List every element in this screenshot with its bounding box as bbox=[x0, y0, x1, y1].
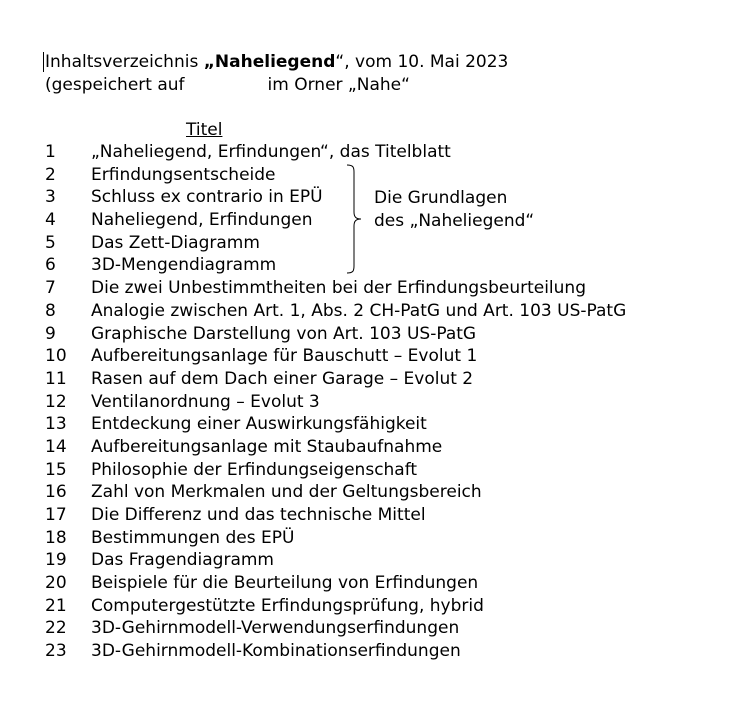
toc-number: 3 bbox=[45, 187, 56, 208]
toc-title: Bestimmungen des EPÜ bbox=[91, 527, 295, 548]
toc-title: Aufbereitungsanlage für Bauschutt – Evolut 1 bbox=[91, 346, 478, 367]
toc-row bbox=[45, 323, 626, 346]
toc-title: Philosophie der Erfindungseigenschaft bbox=[91, 459, 418, 480]
toc-row bbox=[45, 141, 626, 164]
toc-title: Rasen auf dem Dach einer Garage – Evolut 2 bbox=[91, 368, 474, 389]
toc-row bbox=[45, 164, 626, 187]
toc-title: „Naheliegend, Erfindungen“, das Titelblatt bbox=[91, 142, 451, 162]
header-folder: im Orner „Nahe“ bbox=[267, 75, 410, 95]
toc-title: Erfindungsentscheide bbox=[91, 164, 276, 185]
document-header bbox=[45, 51, 508, 97]
toc-title: 3D-Gehirnmodell-Verwendungserfindungen bbox=[91, 618, 460, 639]
toc-number: 19 bbox=[45, 550, 67, 571]
toc-row bbox=[45, 549, 626, 572]
header-title-bold: „Naheliegend bbox=[203, 52, 336, 72]
toc-row bbox=[45, 572, 626, 595]
curly-brace-icon bbox=[346, 164, 362, 274]
toc-number: 16 bbox=[45, 482, 67, 503]
header-line-2 bbox=[45, 74, 508, 97]
brace-annotation-line-1: Die Grundlagen bbox=[374, 188, 508, 208]
column-title: Titel bbox=[186, 120, 223, 140]
brace-annotation bbox=[374, 187, 534, 233]
toc-number: 14 bbox=[45, 436, 67, 457]
toc-row bbox=[45, 595, 626, 618]
toc-number: 22 bbox=[45, 618, 67, 639]
toc-title: Die Differenz und das technische Mittel bbox=[91, 505, 426, 525]
toc-row bbox=[45, 504, 626, 527]
brace-annotation-line-2: des „Naheliegend“ bbox=[374, 211, 535, 231]
toc-number: 4 bbox=[45, 210, 56, 231]
toc-row bbox=[45, 254, 626, 277]
toc-row bbox=[45, 436, 626, 459]
toc-title: 3D-Gehirnmodell-Kombinationserfindungen bbox=[91, 641, 461, 662]
toc-number: 2 bbox=[45, 164, 56, 185]
toc-number: 20 bbox=[45, 573, 67, 594]
toc-title: Computergestützte Erfindungsprüfung, hybrid bbox=[91, 595, 484, 616]
toc-title: Ventilanordnung – Evolut 3 bbox=[91, 391, 320, 412]
toc-row bbox=[45, 481, 626, 504]
toc-title: Graphische Darstellung von Art. 103 US-PatG bbox=[91, 323, 477, 344]
toc-title: Zahl von Merkmalen und der Geltungsbereich bbox=[91, 482, 482, 503]
toc-title: Entdeckung einer Auswirkungsfähigkeit bbox=[91, 414, 427, 435]
toc-number: 18 bbox=[45, 527, 67, 548]
toc-row bbox=[45, 413, 626, 436]
toc-row bbox=[45, 391, 626, 414]
toc-number: 12 bbox=[45, 391, 67, 412]
toc-row bbox=[45, 277, 626, 300]
toc-title: Beispiele für die Beurteilung von Erfindungen bbox=[91, 573, 479, 594]
toc-title: Aufbereitungsanlage mit Staubaufnahme bbox=[91, 436, 443, 457]
toc-number: 10 bbox=[45, 346, 67, 367]
toc-row bbox=[45, 186, 626, 209]
toc-number: 13 bbox=[45, 414, 67, 435]
toc-title: 3D-Mengendiagramm bbox=[91, 255, 277, 276]
toc-number: 23 bbox=[45, 641, 67, 662]
toc-row bbox=[45, 209, 626, 232]
toc-title: Das Fragendiagramm bbox=[91, 550, 274, 571]
toc-number: 5 bbox=[45, 232, 56, 253]
toc-row bbox=[45, 345, 626, 368]
table-of-contents bbox=[45, 141, 626, 663]
toc-row bbox=[45, 640, 626, 663]
toc-number: 9 bbox=[45, 323, 56, 344]
toc-number: 21 bbox=[45, 595, 67, 616]
toc-title: Analogie zwischen Art. 1, Abs. 2 CH-PatG und Art. 103 US-PatG bbox=[91, 300, 627, 321]
header-prefix: Inhaltsverzeichnis bbox=[45, 52, 204, 72]
toc-title: Schluss ex contrario in EPÜ bbox=[91, 187, 323, 208]
toc-title: Das Zett-Diagramm bbox=[91, 232, 260, 253]
toc-row bbox=[45, 459, 626, 482]
toc-number: 1 bbox=[45, 142, 56, 162]
toc-number: 8 bbox=[45, 300, 56, 321]
header-date: “, vom 10. Mai 2023 bbox=[335, 52, 509, 72]
toc-row bbox=[45, 617, 626, 640]
toc-title: Naheliegend, Erfindungen bbox=[91, 210, 313, 231]
toc-row bbox=[45, 232, 626, 255]
toc-title: Die zwei Unbestimmtheiten bei der Erfindungsbeurteilung bbox=[91, 278, 586, 299]
toc-number: 7 bbox=[45, 278, 56, 299]
header-saved-on: (gespeichert auf bbox=[45, 75, 185, 95]
header-line-1 bbox=[45, 51, 508, 74]
toc-number: 15 bbox=[45, 459, 67, 480]
toc-number: 6 bbox=[45, 255, 56, 276]
toc-row bbox=[45, 368, 626, 391]
text-cursor bbox=[43, 52, 44, 72]
toc-row bbox=[45, 300, 626, 323]
toc-row bbox=[45, 527, 626, 550]
toc-number: 11 bbox=[45, 368, 67, 389]
toc-number: 17 bbox=[45, 505, 67, 525]
